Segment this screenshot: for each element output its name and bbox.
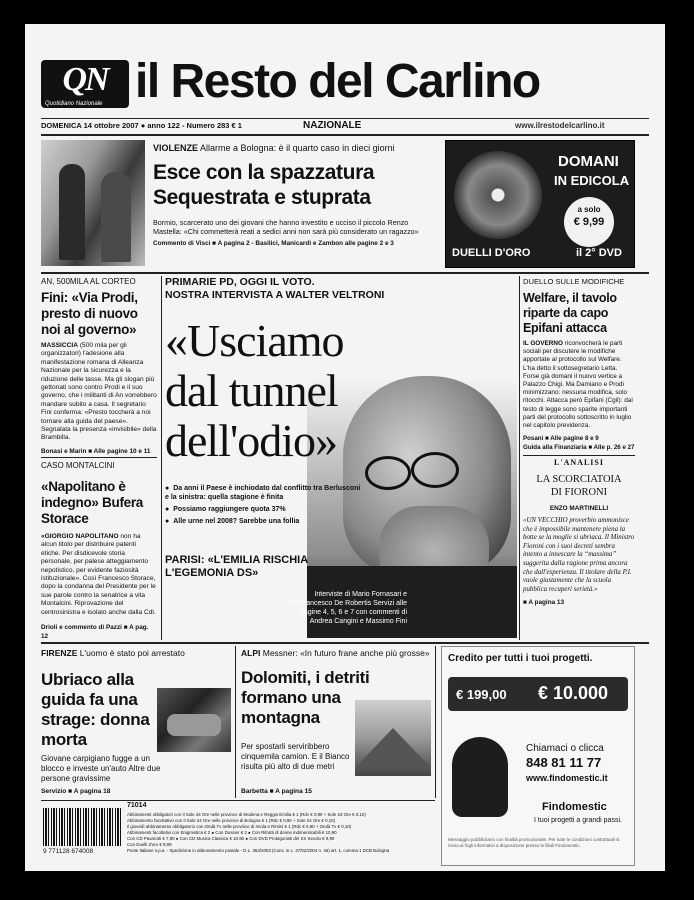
footer-text bbox=[127, 812, 433, 854]
left-lead-2: «GIORGIO NAPOLITANO bbox=[41, 533, 119, 540]
ad-website[interactable]: www.findomestic.it bbox=[526, 773, 608, 783]
masthead-title: il Resto del Carlino bbox=[135, 55, 540, 108]
right-body: riconvocherà le parti sociali per discutere le modifiche apportate al protocollo sul Welfare. L'ha detto il sottosegretario Letta. Forse già domani il nuovo vertice a Palazzo Chigi. Ma Damiano e Prodi minimizzano: nessuna modifica, solo ritocchi. Attacca però Epifani (Cgil): dal testo di legge sono sparite importanti parti del protocollo sottoscritto in luglio nel capitolo previdenza. bbox=[523, 340, 633, 430]
dvd-number: il 2° DVD bbox=[576, 247, 622, 259]
footer-rule bbox=[41, 800, 435, 801]
left-lead: MASSICCIA bbox=[41, 342, 78, 349]
center-bullet: ● Alle urne nel 2008? Sarebbe una follia bbox=[165, 517, 365, 526]
center-bullet: ● Da anni il Paese è inchiodato dal conflitto tra Berlusconi e la sinistra: quella stagione è finita bbox=[165, 484, 365, 502]
center-headline-line-2: dal tunnel bbox=[165, 365, 338, 416]
bottom-section-rule bbox=[41, 642, 649, 644]
center-headline-line-1: «Usciamo bbox=[165, 315, 344, 366]
analisi-box bbox=[523, 458, 635, 607]
bottom-divider-1 bbox=[235, 646, 236, 798]
ad-tagline: I tuoi progetti a grandi passi. bbox=[534, 817, 622, 824]
bottom-mid-kicker-line bbox=[241, 648, 430, 659]
analisi-title-1[interactable]: LA SCORCIATOIA bbox=[536, 474, 622, 485]
right-headline[interactable]: Welfare, il tavolo riparte da capo Epifani attacca bbox=[523, 291, 617, 335]
findomestic-ad[interactable] bbox=[441, 646, 635, 866]
right-refs-1[interactable]: Posani ■ Alle pagine 8 e 9 bbox=[523, 435, 599, 443]
left-headline-2[interactable]: «Napolitano è indegno» Bufera Storace bbox=[41, 479, 144, 526]
left-column-second bbox=[41, 460, 157, 641]
top-section-rule bbox=[41, 272, 649, 274]
masthead-rule bbox=[41, 118, 649, 119]
left-refs[interactable]: Bonasi e Marin ■ Alle pagine 10 e 11 bbox=[41, 447, 151, 455]
center-headline-line-3: dell'odio» bbox=[165, 415, 338, 466]
analisi-title-2[interactable]: DI FIORONI bbox=[550, 487, 608, 498]
bottom-mid-kicker-rest: Messner: «In futuro frane anche più grosse» bbox=[262, 648, 430, 658]
ad-brand: Findomestic bbox=[542, 801, 607, 813]
mountain-photo bbox=[355, 700, 431, 776]
footer-line: Abbinamenti obbligatori con Il Sole 24 Ore nelle province di Modena e Reggio Emilia € 1 (Rdc € 0,90 + Sole 24 Ore € 0,10) bbox=[127, 812, 366, 817]
bottom-divider-2 bbox=[435, 646, 436, 798]
photo-caption: Interviste di Mario Fornasari e Pierfrancesco De Robertis Servizi alle pagine 4, 5, 6 e 7 con commenti di Andrea Cangini e Massimo Fini bbox=[289, 591, 407, 625]
bottom-left-headline[interactable]: Ubriaco alla guida fa una strage: donna morta bbox=[41, 670, 150, 749]
edition-label: NAZIONALE bbox=[303, 120, 362, 131]
center-bullets bbox=[165, 484, 365, 526]
ad-phone[interactable]: 848 81 11 77 bbox=[526, 755, 602, 770]
footer-line: Abbinamento facoltativo con Il Sole 24 Ore nelle province di Bologna € 1 (Rdc € 0,90 + Sole 24 Ore € 0,10) bbox=[127, 818, 336, 823]
issue-code: 71014 bbox=[127, 802, 147, 809]
top-story-photo bbox=[41, 140, 145, 266]
right-lead: IL GOVERNO bbox=[523, 340, 564, 347]
dateline: DOMENICA 14 ottobre 2007 ● anno 122 - Numero 283 € 1 bbox=[41, 121, 242, 130]
ad-amount-2: € 10.000 bbox=[538, 683, 609, 703]
center-sub-1[interactable]: PARISI: «L'EMILIA RISCHIA bbox=[165, 554, 309, 566]
right-refs-2[interactable]: Guida alla Finanziaria ■ Alle p. 26 e 27 bbox=[523, 444, 635, 452]
left-refs-2[interactable]: Drioli e commento di Pazzi ■ A pag. 12 bbox=[41, 624, 149, 641]
left-kicker: AN, 500MILA AL CORTEO bbox=[41, 277, 136, 286]
ad-headline: Credito per tutti i tuoi progetti. bbox=[448, 653, 593, 664]
dvd-title: DUELLI D'ORO bbox=[452, 247, 531, 259]
left-column bbox=[41, 276, 157, 456]
qn-logo-text: QN bbox=[62, 61, 108, 98]
top-story bbox=[153, 142, 435, 248]
bottom-left-story bbox=[41, 648, 231, 659]
top-story-kicker-rest: Allarme a Bologna: è il quarto caso in dieci giorni bbox=[200, 143, 395, 153]
dvd-promo[interactable] bbox=[445, 140, 635, 268]
promo-in-edicola: IN EDICOLA bbox=[554, 173, 630, 188]
left-kicker-2: CASO MONTALCINI bbox=[41, 461, 115, 470]
promo-domani: DOMANI bbox=[558, 153, 619, 170]
top-story-body: Bormio, scarcerato uno dei giovani che hanno investito e ucciso il piccolo Renzo Mastella: «Chi commetterà reati a sedici anni non sarà più considerato un ragazzo» bbox=[153, 218, 419, 236]
price-value: € 9,99 bbox=[573, 216, 605, 228]
center-bullet: ● Possiamo raggiungere quota 37% bbox=[165, 505, 365, 514]
top-story-headline-2[interactable]: Sequestrata e stuprata bbox=[153, 186, 371, 209]
footer-line: Con Duelli d'oro € 9,99 bbox=[127, 842, 172, 847]
top-story-refs[interactable]: Commento di Visci ■ A pagina 2 - Basilici, Manicardi e Zambon alle pagine 2 e 3 bbox=[153, 240, 394, 247]
barcode-number: 9 771128 674008 bbox=[43, 848, 94, 855]
bottom-mid-body: Per spostarli serviribbero cinquemila camion. E il Bianco risulta più alto di due metri bbox=[241, 742, 350, 771]
website-url: www.ilrestodelcarlino.it bbox=[515, 121, 605, 130]
bottom-mid-headline[interactable]: Dolomiti, i detriti formano una montagna bbox=[241, 668, 370, 727]
ad-call: Chiamaci o clicca bbox=[526, 743, 604, 754]
barcode bbox=[43, 808, 123, 846]
crash-photo bbox=[157, 688, 231, 752]
right-column-divider bbox=[519, 276, 520, 640]
center-sub-2[interactable]: L'EGEMONIA DS» bbox=[165, 567, 259, 579]
footer-line: Con CD Pavarotti € 7,90 ● Con CD Musica Classica € 10,90 ● Con DVD Protagonisti del XX Secolo € 9,90 bbox=[127, 836, 335, 841]
bottom-left-kicker: FIRENZE bbox=[41, 648, 78, 658]
masthead-bottom-rule bbox=[41, 134, 649, 136]
left-column-rule bbox=[41, 457, 157, 458]
center-headline[interactable] bbox=[165, 316, 365, 466]
bottom-mid-refs[interactable]: Barbetta ■ A pagina 15 bbox=[241, 788, 312, 795]
price-label: a solo bbox=[577, 205, 601, 214]
footer-line: Il giovedì abbinamento obbligatorio con Ondà Tv nelle province di Imola e Rimini € 1 (Rdc € 0,90 + Ondà Tv € 0,10) bbox=[127, 824, 352, 829]
right-kicker: DUELLO SULLE MODIFICHE bbox=[523, 277, 625, 286]
left-column-divider bbox=[161, 276, 162, 640]
ad-mascot bbox=[452, 737, 508, 817]
bottom-left-kicker-rest: L'uomo è stato poi arrestato bbox=[79, 648, 185, 658]
top-story-kicker: VIOLENZE bbox=[153, 143, 199, 153]
qn-logo-subtitle: Quotidiano Nazionale bbox=[45, 101, 103, 107]
bottom-left-body: Giovane carpigiano fugge a un blocco e investe un'auto Altre due persone gravissime bbox=[41, 754, 161, 783]
bottom-left-refs[interactable]: Servizio ■ A pagina 18 bbox=[41, 788, 111, 795]
top-story-headline-1[interactable]: Esce con la spazzatura bbox=[153, 161, 375, 184]
analisi-ref[interactable]: ■ A pagina 13 bbox=[523, 599, 565, 607]
right-column bbox=[523, 276, 635, 452]
newspaper-page bbox=[25, 24, 665, 871]
ad-fineprint: Messaggio pubblicitario con finalità promozionale. Per tutte le condizioni contrattuali si rinvia ai fogli informativi a disposizione presso le filiali Findomestic. bbox=[448, 837, 620, 848]
footer-line: Poste Italiane s.p.a. - Spedizione in abbonamento postale - D.L. 353/2003 (Conv. in L. 27/02/2004 n. 46) art. 1, comma 1 DCB Bologna bbox=[127, 848, 390, 853]
center-kicker-1: PRIMARIE PD, OGGI IL VOTO. bbox=[165, 276, 315, 288]
ad-amount-1: € 199,00 bbox=[456, 687, 507, 702]
footer-line: Abbinamenti facoltativi con Enigmistica € 2 ● Con Dossier € 2 ● Con Ritratti di donne indimenticabili € 10,90 bbox=[127, 830, 337, 835]
left-headline[interactable]: Fini: «Via Prodi, presto di nuovo noi al governo» bbox=[41, 290, 138, 337]
dvd-disc bbox=[454, 151, 542, 239]
analisi-author: ENZO MARTINELLI bbox=[549, 505, 609, 512]
bottom-mid-kicker: ALPI bbox=[241, 648, 261, 658]
analisi-rule bbox=[523, 455, 635, 456]
analisi-body: «UN VECCHIO proverbio ammonisce che è impossibile mantenere piena la botte se la moglie si ubriaca. Il Ministro Fioroni con i suoi decreti sembra intento a innescare la “massima” suggerita dalla ragione prima ancora che dall'esperienza. Il titolare della P.I. vuole giustamente che la scuola pubblica recuperi serietà.» bbox=[523, 517, 635, 593]
left-body-2: non ha alcun titolo per distribuire patenti etiche. Per disdicevole storia personale, per palese atteggiamento nepotistico, per evidente faziosità istituzionale». Così Francesco Storace, dopo la condanna del Presidente per le sue parole contro la senatrice a vita Montalcini. Riprovazione del centrosinistra e isolato anche dalla Cdl. bbox=[41, 533, 156, 616]
analisi-label: L'ANALISI bbox=[554, 458, 604, 467]
center-kicker-2: NOSTRA INTERVISTA A WALTER VELTRONI bbox=[165, 289, 385, 301]
left-body: (500 mila per gli organizzatori) l'adesione alla manifestazione romana di Alleanza Nazionale per la sicurezza e la riduzione delle tasse. Ma gli slogan più gettonati sono contro Prodi e il suo governo, che i militanti di An vorrebbero mandare subito a casa. Il segretario Fini conferma: «Presto toccherà a noi tornare alla guida del paese». Segnalata la presenza «invisibile» della Brambilla. bbox=[41, 342, 157, 442]
